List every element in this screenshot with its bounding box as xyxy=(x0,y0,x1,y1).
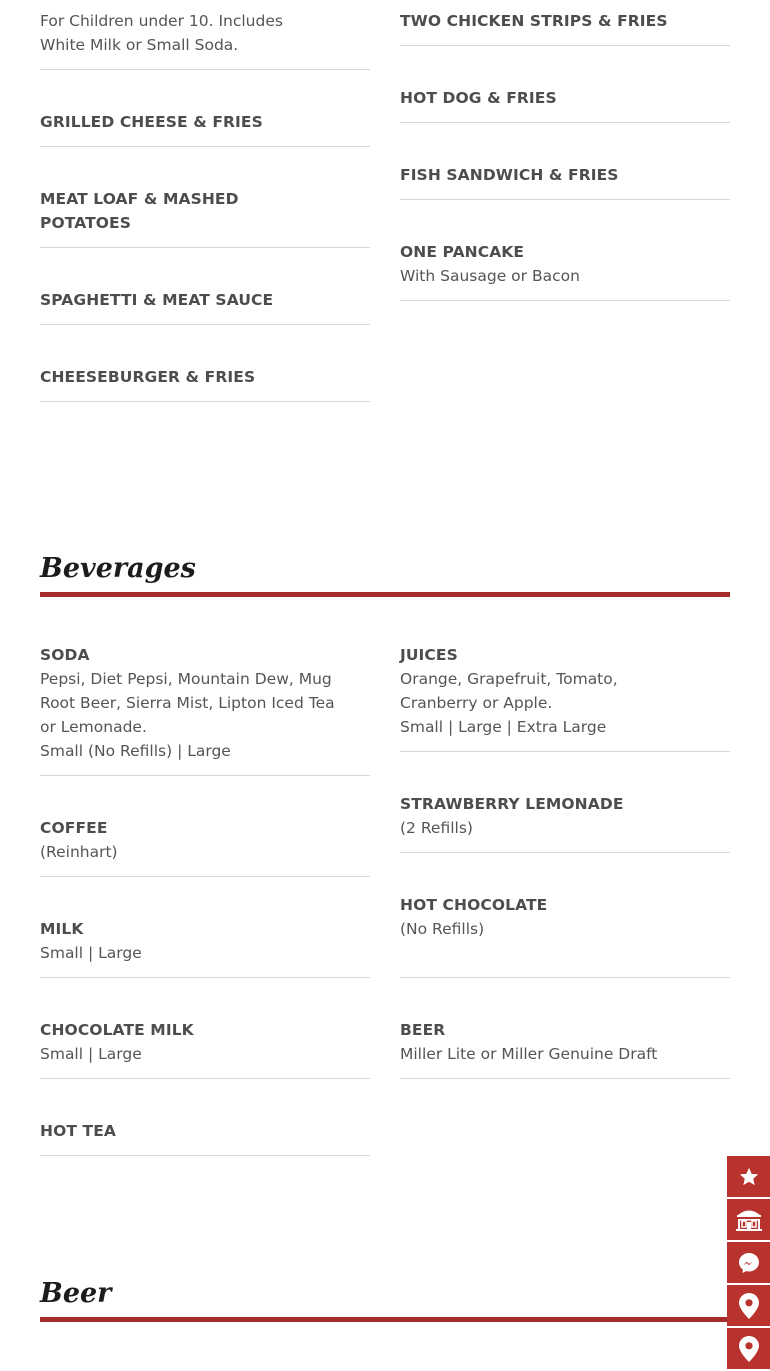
menu-item-grilled-cheese xyxy=(40,110,370,147)
star-icon xyxy=(738,1166,760,1188)
item-description: With Sausage or Bacon xyxy=(400,267,580,285)
item-name: MILK xyxy=(40,920,84,938)
beverages-left-column xyxy=(40,643,370,1196)
kids-menu-right-column xyxy=(400,9,730,341)
item-name: SPAGHETTI & MEAT SAUCE xyxy=(40,291,274,309)
menu-item-spaghetti xyxy=(40,288,370,325)
location-button[interactable] xyxy=(727,1285,770,1326)
beer-section-header xyxy=(40,1277,730,1322)
item-description: For Children under 10. Includes White Milk or Small Soda. xyxy=(40,12,283,54)
item-name: COFFEE xyxy=(40,819,108,837)
item-sizes: Small | Large | Extra Large xyxy=(400,718,607,736)
item-name: MEAT LOAF & MASHED POTATOES xyxy=(40,190,239,232)
item-name: CHEESEBURGER & FRIES xyxy=(40,368,256,386)
item-description: (No Refills) xyxy=(400,920,485,938)
order-button[interactable] xyxy=(727,1199,770,1240)
item-name: SODA xyxy=(40,646,90,664)
item-description: Miller Lite or Miller Genuine Draft xyxy=(400,1045,658,1063)
item-sizes: Small (No Refills) | Large xyxy=(40,742,231,760)
item-name: CHOCOLATE MILK xyxy=(40,1021,194,1039)
menu-item-beer xyxy=(400,1018,730,1079)
beverages-right-column xyxy=(400,643,730,1119)
section-divider xyxy=(40,592,730,597)
section-title: Beer xyxy=(40,1278,112,1309)
menu-item-fish-sandwich xyxy=(400,163,730,200)
item-name: HOT CHOCOLATE xyxy=(400,896,548,914)
menu-item-milk xyxy=(40,917,370,978)
item-name: HOT DOG & FRIES xyxy=(400,89,557,107)
item-description: (Reinhart) xyxy=(40,843,118,861)
item-name: JUICES xyxy=(400,646,458,664)
map-pin-icon xyxy=(739,1293,759,1319)
kids-menu-intro xyxy=(40,9,370,70)
messenger-button[interactable] xyxy=(727,1242,770,1283)
section-title: Beverages xyxy=(40,553,196,584)
item-description: Small | Large xyxy=(40,944,142,962)
menu-item-soda xyxy=(40,643,370,776)
menu-item-strawberry-lemonade xyxy=(400,792,730,853)
beverages-section-header xyxy=(40,552,730,597)
item-description: (2 Refills) xyxy=(400,819,473,837)
map-pin-icon xyxy=(739,1336,759,1362)
item-name: BEER xyxy=(400,1021,446,1039)
item-name: GRILLED CHEESE & FRIES xyxy=(40,113,263,131)
menu-item-coffee xyxy=(40,816,370,877)
menu-item-meat-loaf xyxy=(40,187,370,248)
item-name: TWO CHICKEN STRIPS & FRIES xyxy=(400,12,668,30)
favorite-button[interactable] xyxy=(727,1156,770,1197)
kids-menu-left-column xyxy=(40,9,370,442)
menu-item-juices xyxy=(400,643,730,752)
menu-item-cheeseburger xyxy=(40,365,370,402)
item-name: FISH SANDWICH & FRIES xyxy=(400,166,619,184)
section-divider xyxy=(40,1317,730,1322)
restaurant-icon xyxy=(735,1207,763,1233)
item-description: Orange, Grapefruit, Tomato, Cranberry or Apple. xyxy=(400,670,618,712)
item-name: STRAWBERRY LEMONADE xyxy=(400,795,624,813)
messenger-icon xyxy=(737,1251,761,1275)
menu-item-hot-dog xyxy=(400,86,730,123)
directions-button[interactable] xyxy=(727,1328,770,1369)
item-description: Pepsi, Diet Pepsi, Mountain Dew, Mug Root Beer, Sierra Mist, Lipton Iced Tea or Lemonade. xyxy=(40,670,335,736)
menu-item-chocolate-milk xyxy=(40,1018,370,1079)
item-name: HOT TEA xyxy=(40,1122,116,1140)
menu-item-chicken-strips xyxy=(400,9,730,46)
item-name: ONE PANCAKE xyxy=(400,243,525,261)
menu-item-one-pancake xyxy=(400,240,730,301)
item-description: Small | Large xyxy=(40,1045,142,1063)
menu-item-hot-tea xyxy=(40,1119,370,1156)
menu-item-hot-chocolate xyxy=(400,893,730,978)
